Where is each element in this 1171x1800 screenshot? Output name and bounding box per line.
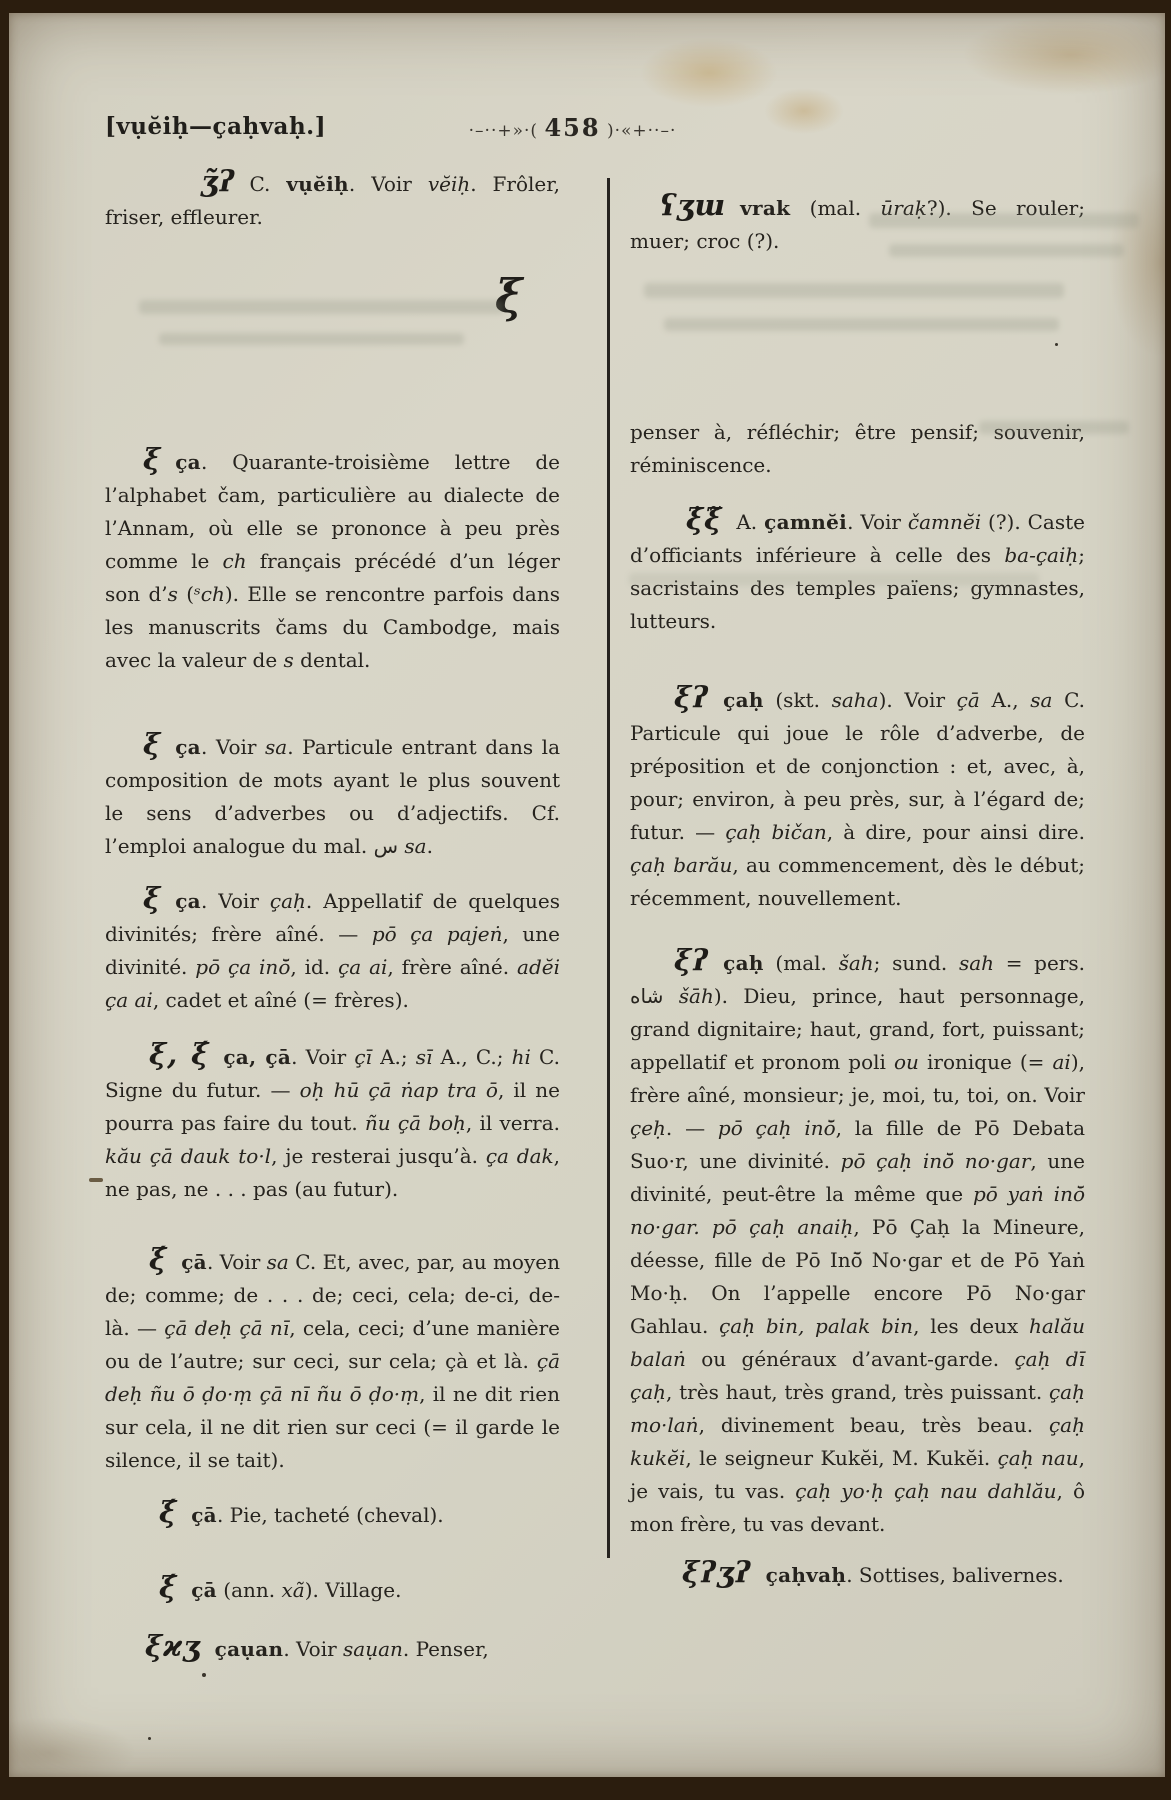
italic-term: šah [838, 951, 874, 975]
cham-glyph: ξʔ [674, 943, 710, 977]
italic-term: xã [281, 1578, 305, 1602]
headword: ça [175, 735, 201, 759]
text-run: . Quarante-troisième lettre de l’alphabet čam, particulière au dialecte de l’Annam, où elle se prononce à peu près comme le [105, 450, 560, 573]
cham-glyph: ξ̇ξ̃ [686, 502, 723, 536]
text-run: ?). Se rouler; muer; croc (?). [630, 196, 1085, 253]
section-ornament-cham-glyph: ξ [495, 269, 523, 323]
italic-term: pō ça pajeṅ [371, 922, 503, 946]
text-run: , une divinité. [105, 922, 561, 979]
italic-term: ˢch [194, 582, 225, 606]
italic-term: sī [415, 1045, 433, 1069]
text-run: français précédé d’un léger son d’ [105, 549, 560, 606]
text-run: . Voir [348, 172, 428, 196]
italic-term: halău balaṅ [630, 1314, 1086, 1371]
bleed-through-smudge [644, 283, 1064, 298]
italic-term: sa [265, 735, 288, 759]
text-run: A. [736, 510, 765, 534]
text-run: , ne pas, ne . . . pas (au futur). [105, 1144, 560, 1201]
dictionary-entry-ca-appellatif [105, 881, 561, 1017]
bleed-through-smudge [664, 318, 1059, 331]
text-run: A., C.; [432, 1045, 512, 1069]
headword: çaḥ [723, 688, 764, 712]
text-run: ). Dieu, prince, haut personnage, grand dignitaire; haut, grand, fort, puissant; appellatif et pronom poli [630, 984, 1086, 1074]
cham-glyph: ξ́ [149, 1242, 168, 1276]
cham-glyph: ξ [143, 727, 162, 761]
text-run: . Sottises, balivernes. [846, 1563, 1064, 1587]
italic-term: çā deḥ çā nī [164, 1316, 290, 1340]
text-run: , il ne pourra pas faire du tout. [105, 1078, 561, 1135]
text-run: . Voir [291, 1045, 355, 1069]
headword: çamnĕi [764, 510, 848, 534]
italic-term: ñu çā boḥ [364, 1111, 466, 1135]
text-run: . Voir [206, 1250, 267, 1274]
text-run: , le seigneur Kukĕi, M. Kukĕi. [685, 1446, 998, 1470]
italic-term: çeḥ [630, 1116, 666, 1140]
italic-term: sah [958, 951, 995, 975]
text-run: , il verra. [465, 1111, 561, 1135]
cham-glyph: ξ [143, 881, 162, 915]
italic-term: çaḥ bičan [725, 820, 827, 844]
italic-term: çaḥ dī çaḥ [630, 1347, 1086, 1404]
text-run: , id. [290, 955, 339, 979]
cham-glyph: ξʔ [674, 680, 710, 714]
italic-term: šāh [678, 984, 714, 1008]
italic-term: čamnĕi [907, 510, 982, 534]
text-run [663, 984, 678, 1008]
italic-term: çī [354, 1045, 372, 1069]
text-run: C. [249, 172, 287, 196]
cham-glyph: ξ́ [159, 1570, 178, 1604]
text-run: , très haut, très grand, très puissant. [666, 1380, 1049, 1404]
text-run: . Pie, tacheté (cheval). [216, 1503, 444, 1527]
paper-speck [1055, 343, 1058, 346]
text-run: (mal. [763, 951, 839, 975]
italic-term: çā deḥ ñu ō ḍo·ṃ çā nī ñu ō ḍo·ṃ [105, 1349, 560, 1406]
text-run: = pers. [994, 951, 1085, 975]
italic-term: ūraḳ [880, 196, 927, 220]
text-run: ). Elle se rencontre parfois dans les manuscrits čams du Cambodge, mais avec la valeur de [105, 582, 561, 672]
headword: ça, çā [223, 1045, 292, 1069]
bleed-through-smudge [869, 213, 1139, 228]
italic-term: sa [1030, 688, 1053, 712]
paper-speck [89, 1178, 103, 1182]
text-run: . [426, 834, 433, 858]
page-number-line [400, 113, 745, 142]
text-run: , je resterai jusqu’à. [271, 1144, 486, 1168]
italic-term: çaḥ yo·ḥ çaḥ nau dahlău [795, 1479, 1057, 1503]
text-run: . Frôler, friser, effleurer. [105, 172, 560, 229]
italic-term: ça dak [485, 1144, 554, 1168]
italic-term: s [167, 582, 178, 606]
text-run: , cela, ceci; d’une manière ou de l’autre; sur ceci, sur cela; çà et là. [105, 1316, 560, 1373]
dictionary-entry-cah-particule [630, 680, 1086, 915]
text-run: ou généraux d’avant-garde. [685, 1347, 1015, 1371]
text-run: , la fille de Pō Debata Suo·r, une divinité. [630, 1116, 1085, 1173]
text-run: A.; [371, 1045, 416, 1069]
dictionary-entry-cah-dieu [630, 943, 1086, 1541]
italic-term: çaḥ bin, palak bin [719, 1314, 914, 1338]
dictionary-entry-cauan [105, 1629, 560, 1666]
text-run: C. Signe du futur. — [105, 1045, 560, 1102]
bleed-through-smudge [629, 573, 1039, 586]
italic-term: vĕiḥ [427, 172, 471, 196]
scanned-page [9, 13, 1165, 1777]
italic-term: ai [1052, 1050, 1071, 1074]
paper-speck [202, 1673, 206, 1677]
italic-term: saha [831, 688, 879, 712]
headword: ça [175, 450, 201, 474]
dictionary-entry-camnei [630, 502, 1085, 638]
dictionary-entry-cahvah [630, 1555, 1085, 1592]
text-run: , Pō Çaḥ la Mineure, déesse, fille de Pō Inō̆ No·gar et de Pō Yaṅ Mo·ḥ. On l’appelle encore Pō No·gar Gahlau. [630, 1215, 1085, 1338]
italic-term: ça ai [338, 955, 388, 979]
page-number: 458 [544, 113, 601, 142]
headword: çā [181, 1250, 207, 1274]
italic-term: sa [404, 834, 427, 858]
text-run: ). Voir [878, 688, 957, 712]
italic-term: s [283, 648, 294, 672]
cham-glyph: ʒ̃ʔ [201, 164, 236, 198]
headword: çaḥvaḥ [765, 1563, 847, 1587]
italic-term: çā [956, 688, 980, 712]
text-run: C. Particule qui joue le rôle d’adverbe, de préposition et de conjonction : et, avec, à, pour; environ, à peu près, sur, à l’égard de; futur. — [630, 688, 1086, 844]
text-run: , au commencement, dès le début; récemment, nouvellement. [630, 853, 1085, 910]
italic-term: çaḥ barău [630, 853, 733, 877]
italic-term: pō çaḥ inō̆ no·gar [840, 1149, 1031, 1173]
dictionary-entry-ca-et-avec [105, 1242, 560, 1477]
italic-term: ou [894, 1050, 919, 1074]
text-run: . Penser, [402, 1637, 489, 1661]
text-run: , ô mon frère, tu vas devant. [630, 1479, 1085, 1536]
text-run: . Voir [200, 889, 270, 913]
italic-term: çaḥ nau [997, 1446, 1079, 1470]
text-run: , je vais, tu vas. [630, 1446, 1085, 1503]
italic-term: çaḥ mo·laṅ [630, 1380, 1085, 1437]
italic-term: pō çaḥ inō̆ [717, 1116, 836, 1140]
cham-glyph: ξ́ [159, 1495, 178, 1529]
headword: çaụan [214, 1637, 284, 1661]
italic-term: çaḥ kukĕi [630, 1413, 1085, 1470]
text-run: ( [177, 582, 195, 606]
italic-term: adĕi ça ai [105, 955, 560, 1012]
cham-glyph: ξʔʒʔ [682, 1555, 752, 1589]
paper-speck [148, 1737, 151, 1740]
italic-term: pō yaṅ inō̆ no·gar. pō çaḥ anaiḥ [630, 1182, 1086, 1239]
text-run: , à dire, pour ainsi dire. [826, 820, 1085, 844]
ornament-left: ·–··+»·( [468, 121, 545, 141]
text-run: , une divinité, peut-être la même que [630, 1149, 1086, 1206]
text-run: ; sund. [873, 951, 959, 975]
bleed-through-smudge [979, 421, 1129, 434]
cham-glyph: ξϰʒ [145, 1629, 201, 1663]
bleed-through-smudge [139, 300, 504, 314]
dictionary-entry-ca-particule [105, 727, 560, 863]
left-column [105, 160, 560, 1666]
headword: vrak [740, 196, 791, 220]
italic-term: kău çā dauk to·l [105, 1144, 272, 1168]
text-run: (?). Caste d’officiants inférieure à celle des [630, 510, 1085, 567]
text-run: A., [979, 688, 1031, 712]
italic-term: ch [222, 549, 247, 573]
ornament-right: )·«+··–· [600, 121, 677, 141]
headword: ça [175, 889, 201, 913]
italic-term: çaḥ [269, 889, 306, 913]
text-run: dental. [293, 648, 371, 672]
text-run: (mal. [790, 196, 881, 220]
cham-glyph: ʕʒɯ [660, 188, 727, 222]
text-run: ), frère aîné, monsieur; je, moi, tu, toi, on. Voir [630, 1050, 1085, 1107]
text-run: C. Et, avec, par, au moyen de; comme; de . . . de; ceci, cela; de-ci, de-là. — [105, 1250, 560, 1340]
right-column [630, 160, 1085, 1592]
text-run: (skt. [763, 688, 832, 712]
text-run: , les deux [913, 1314, 1029, 1338]
dictionary-entry-vueih [105, 164, 560, 234]
text-run: ). Village. [304, 1578, 402, 1602]
arabic-term: شاه [630, 984, 664, 1008]
column-divider-rule [607, 178, 610, 1558]
italic-term: saụan [343, 1637, 403, 1661]
dictionary-entry-ca-pie [105, 1495, 560, 1532]
dictionary-entry-ca-village [105, 1570, 560, 1607]
bleed-through-smudge [159, 333, 464, 345]
italic-term: hi [511, 1045, 531, 1069]
text-run: , frère aîné. [387, 955, 518, 979]
text-run: . Voir [200, 735, 266, 759]
text-run: , cadet et aîné (= frères). [152, 988, 409, 1012]
dictionary-entry-ca-futur [105, 1037, 561, 1206]
italic-term: pō ça inō̆ [195, 955, 291, 979]
arabic-term: س [373, 834, 399, 858]
running-head: [vụĕiḥ—çaḥvaḥ.] [105, 113, 327, 140]
text-run: . Appellatif de quelques divinités; frère aîné. — [105, 889, 560, 946]
text-run: ; sacristains des temples païens; gymnastes, lutteurs. [630, 543, 1085, 633]
text-run: , divinement beau, très beau. [698, 1413, 1049, 1437]
text-run: . Particule entrant dans la composition de mots ayant le plus souvent le sens d’adverbes ou d’adjectifs. Cf. l’emploi analogue du mal. [105, 735, 560, 858]
cham-glyph: ξ, ξ́ [149, 1037, 210, 1071]
text-run: . — [665, 1116, 718, 1140]
headword: çaḥ [723, 951, 764, 975]
headword: çā [191, 1503, 217, 1527]
dictionary-entry-ca-lettre [105, 442, 561, 677]
text-run: ironique (= [918, 1050, 1053, 1074]
bleed-through-smudge [889, 244, 1124, 257]
headword: çā [191, 1578, 217, 1602]
text-run: . Voir [283, 1637, 344, 1661]
text-run: penser à, réfléchir; être pensif; souvenir, réminiscence. [630, 420, 1085, 477]
italic-term: ba-çaiḥ [1004, 543, 1079, 567]
text-run: . Voir [847, 510, 908, 534]
text-run: , il ne dit rien sur cela, il ne dit rien sur ceci (= il garde le silence, il se tait). [105, 1382, 560, 1472]
headword: vụĕiḥ [286, 172, 349, 196]
italic-term: sa [266, 1250, 289, 1274]
text-run: (ann. [216, 1578, 282, 1602]
cham-glyph: ξ [143, 442, 162, 476]
italic-term: oḥ hū çā ṅap tra ō [299, 1078, 498, 1102]
